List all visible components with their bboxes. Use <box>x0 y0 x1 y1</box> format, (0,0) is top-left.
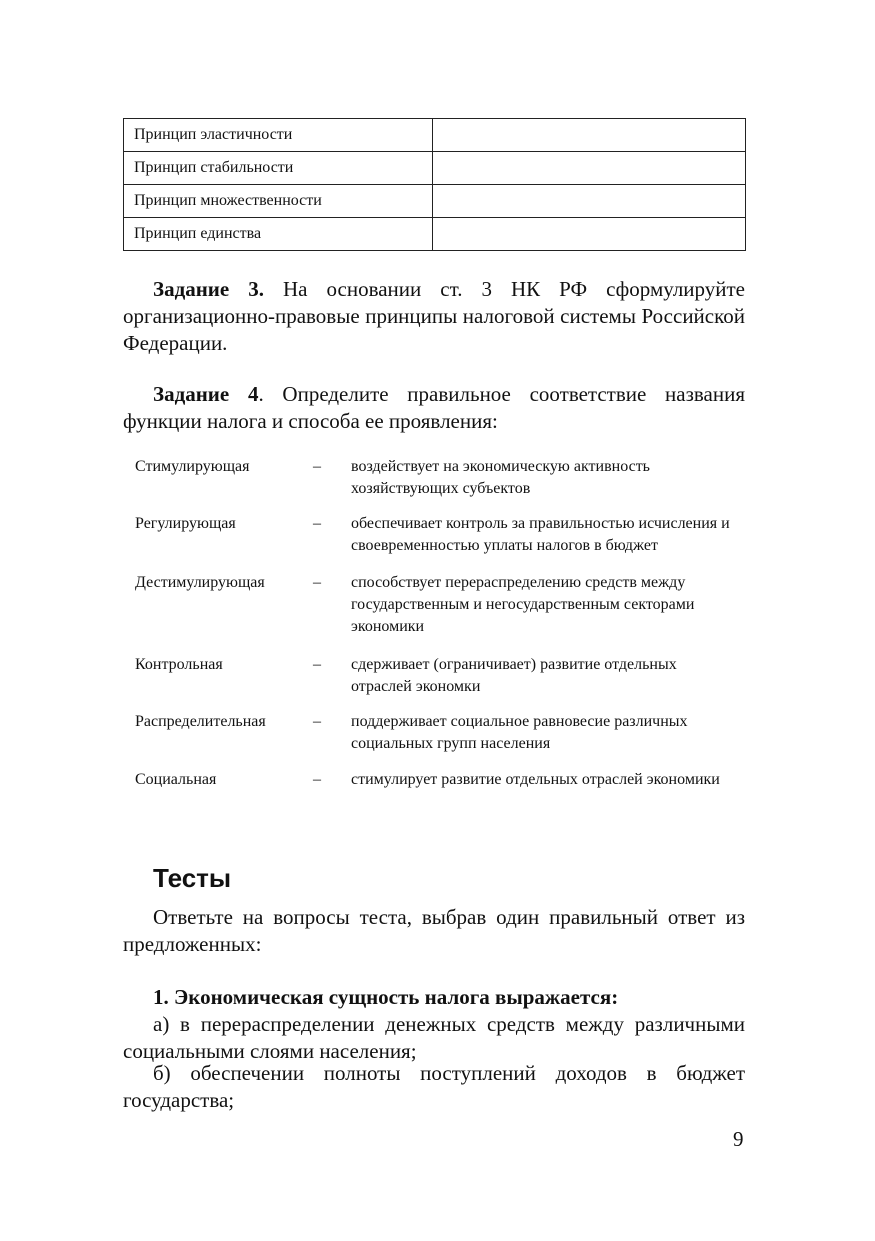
dash: – <box>313 515 321 532</box>
tests-instruction <box>123 904 745 958</box>
dash: – <box>313 656 321 673</box>
answer-cell <box>433 185 746 218</box>
list-item <box>135 711 735 755</box>
table-row <box>124 119 746 152</box>
task3-label: Задание 3. <box>153 277 264 301</box>
table-row <box>124 152 746 185</box>
instruction-text: Ответьте на вопросы теста, выбрав один правильный ответ из предложенных: <box>123 905 745 956</box>
option-text: а) в перераспределении денежных средств между различными социальными слоями населения; <box>123 1012 745 1063</box>
table-row <box>124 218 746 251</box>
principle-cell: Принцип множественности <box>124 185 433 218</box>
option-text: б) обеспечении полноты поступлений доходов в бюджет государства; <box>123 1061 745 1112</box>
function-name: Регулирующая <box>135 515 236 532</box>
function-name: Стимулирующая <box>135 458 250 475</box>
task4-paragraph <box>123 381 745 435</box>
function-name: Дестимулирующая <box>135 574 265 591</box>
function-description: поддерживает социальное равновесие различных социальных групп населения <box>351 713 688 752</box>
principle-cell: Принцип стабильности <box>124 152 433 185</box>
functions-list <box>135 456 735 791</box>
principle-cell: Принцип эластичности <box>124 119 433 152</box>
function-name: Социальная <box>135 771 217 788</box>
function-name: Распределительная <box>135 713 266 730</box>
dash: – <box>313 574 321 591</box>
function-description: сдерживает (ограничивает) развитие отдельных отраслей экономки <box>351 656 677 695</box>
principle-cell: Принцип единства <box>124 218 433 251</box>
function-description: стимулирует развитие отдельных отраслей экономики <box>351 771 720 788</box>
question-1-option-b <box>123 1060 745 1114</box>
dash: – <box>313 458 321 475</box>
task4-text: . Определите правильное соответствие названия функции налога и способа ее проявления: <box>123 382 745 433</box>
function-description: способствует перераспределению средств между государственным и негосударственным секторами экономики <box>351 574 695 635</box>
question-1-title: 1. Экономическая сущность налога выражается: <box>153 985 619 1009</box>
tests-heading: Тесты <box>153 863 232 893</box>
answer-cell <box>433 119 746 152</box>
answer-cell <box>433 152 746 185</box>
list-item <box>135 769 735 791</box>
dash: – <box>313 713 321 730</box>
answer-cell <box>433 218 746 251</box>
function-description: воздействует на экономическую активность хозяйствующих субъектов <box>351 458 650 497</box>
function-name: Контрольная <box>135 656 223 673</box>
task4-label: Задание 4 <box>153 382 259 406</box>
task3-paragraph <box>123 276 745 357</box>
page-number: 9 <box>733 1127 744 1151</box>
table-row <box>124 185 746 218</box>
list-item <box>135 654 735 698</box>
dash: – <box>313 771 321 788</box>
function-description: обеспечивает контроль за правильностью исчисления и своевременностью уплаты налогов в бюджет <box>351 515 730 554</box>
question-1-option-a <box>123 1011 745 1065</box>
principles-table <box>123 118 746 251</box>
list-item <box>135 513 735 557</box>
list-item <box>135 572 735 638</box>
task3-text: На основании ст. 3 НК РФ сформулируйте организационно-правовые принципы налоговой системы Российской Федерации. <box>123 277 746 355</box>
list-item <box>135 456 735 500</box>
